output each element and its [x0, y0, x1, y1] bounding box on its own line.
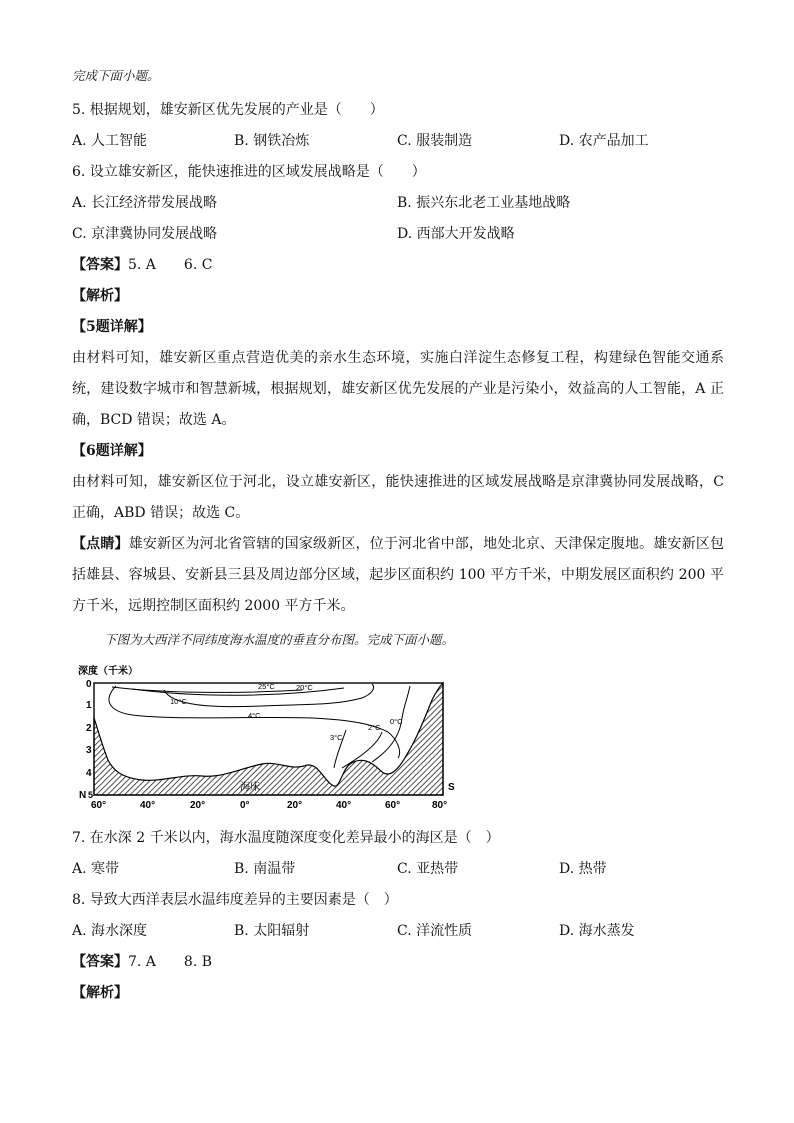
q8-option-d: D. 海水蒸发 [559, 923, 635, 939]
question-6-stem: 6. 设立雄安新区，能快速推进的区域发展战略是（ ） [72, 164, 426, 180]
q5-option-b: B. 钢铁冶炼 [234, 133, 310, 149]
q7-option-d: D. 热带 [559, 861, 607, 877]
q8-option-b: B. 太阳辐射 [234, 923, 310, 939]
figure-caption: 下图为大西洋不同纬度海水温度的垂直分布图。完成下面小题。 [104, 632, 455, 647]
q6-option-d: D. 西部大开发战略 [397, 226, 515, 242]
isotherm-label: 4°C [248, 711, 261, 720]
answer-row-1 [72, 255, 212, 275]
question-5-stem: 5. 根据规划，雄安新区优先发展的产业是（ ） [72, 102, 384, 118]
latitude-tick: 80° [432, 800, 448, 810]
q7-option-c: C. 亚热带 [397, 861, 459, 877]
seabed-label: 海床 [240, 782, 260, 793]
latitude-tick: 20° [190, 800, 206, 810]
y-axis-label: 深度（千米） [78, 666, 138, 677]
detail-5-title: 【5题详解】 [72, 319, 152, 335]
latitude-tick: 0° [240, 800, 250, 810]
q8-option-c: C. 洋流性质 [397, 923, 473, 939]
analysis-label-1: 【解析】 [72, 288, 128, 304]
q8-option-a: A. 海水深度 [72, 923, 148, 939]
q7-option-b: B. 南温带 [234, 861, 296, 877]
isotherm-label: 0°C [390, 717, 403, 726]
depth-tick: 1 [86, 700, 92, 711]
q6-option-a: A. 长江经济带发展战略 [72, 195, 218, 211]
latitude-tick: 20° [287, 800, 303, 810]
q5-option-a: A. 人工智能 [72, 133, 148, 149]
answer-label: 【答案】 [72, 954, 128, 970]
latitude-tick: 40° [140, 800, 156, 810]
detail-6-title: 【6题详解】 [72, 443, 152, 459]
south-label: S [448, 782, 455, 793]
question-8-stem: 8. 导致大西洋表层水温纬度差异的主要因素是（ ） [72, 892, 398, 908]
answer-text: 5. A 6. C [128, 257, 213, 273]
isotherm-label: 25°C [258, 682, 275, 691]
isotherm-label: 3°C [330, 733, 343, 742]
q7-option-a: A. 寒带 [72, 861, 120, 877]
tip-text: 雄安新区为河北省管辖的国家级新区，位于河北省中部，地处北京、天津保定腹地。雄安新区包括雄县、容城县、安新县三县及周边部分区域，起步区面积约 100 平方千米，中期发展区面积约 200 平方千米，远期控制区面积约 2000 平方千米。 [72, 536, 725, 614]
answer-label: 【答案】 [72, 257, 128, 273]
depth-tick: 5 [88, 790, 94, 800]
q5-option-c: C. 服装制造 [397, 133, 473, 149]
depth-tick: 4 [86, 768, 92, 779]
intro-text: 完成下面小题。 [72, 68, 160, 83]
tip-paragraph [72, 529, 724, 622]
depth-tick: 0 [86, 679, 92, 690]
q5-option-d: D. 农产品加工 [559, 133, 649, 149]
q6-option-c: C. 京津冀协同发展战略 [72, 226, 218, 242]
depth-tick: 2 [86, 723, 92, 734]
tip-label: 【点睛】 [72, 536, 129, 552]
isotherm-label: 20°C [296, 683, 313, 692]
isotherm-label: 10°C [170, 697, 187, 706]
isotherm-label: 2°C [368, 723, 381, 732]
depth-tick: 3 [86, 745, 92, 756]
answer-text: 7. A 8. B [128, 954, 213, 970]
latitude-tick: 60° [385, 800, 401, 810]
ocean-temperature-diagram [72, 660, 457, 810]
detail-6-text: 由材料可知，雄安新区位于河北，设立雄安新区，能快速推进的区域发展战略是京津冀协同发展战略，C 正确，ABD 错误；故选 C。 [72, 474, 724, 521]
q6-option-b: B. 振兴东北老工业基地战略 [397, 195, 571, 211]
question-7-stem: 7. 在水深 2 千米以内，海水温度随深度变化差异最小的海区是（ ） [72, 830, 500, 846]
answer-row-2 [72, 952, 212, 972]
north-label: N [79, 790, 87, 801]
latitude-tick: 40° [336, 800, 352, 810]
latitude-tick: 60° [91, 800, 107, 810]
analysis-label-2: 【解析】 [72, 985, 128, 1001]
detail-5-text: 由材料可知，雄安新区重点营造优美的亲水生态环境，实施白洋淀生态修复工程，构建绿色智能交通系统，建设数字城市和智慧新城，根据规划，雄安新区优先发展的产业是污染小，效益高的人工智能，A 正确，BCD 错误；故选 A。 [72, 350, 724, 428]
